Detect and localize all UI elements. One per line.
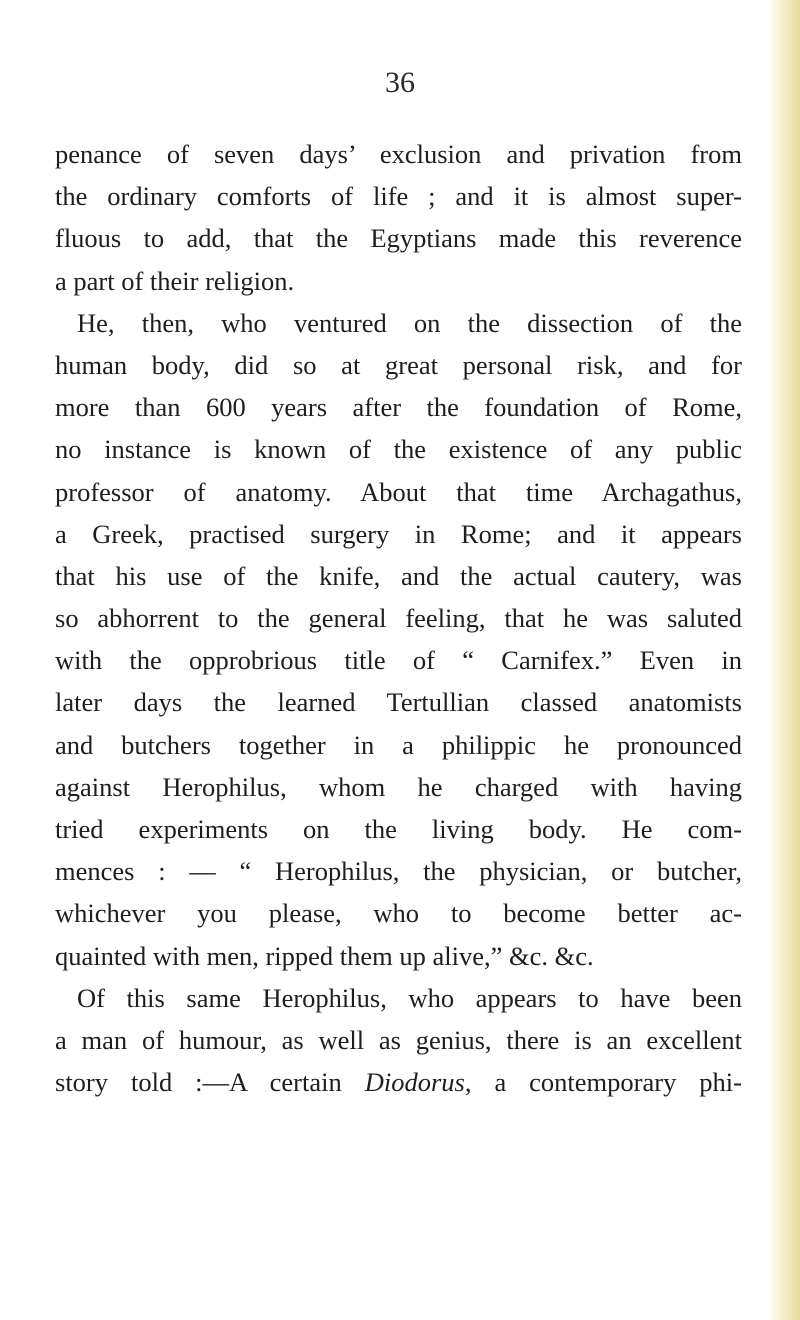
- text-line: tried experiments on the living body. He com-: [55, 814, 742, 844]
- text-line: more than 600 years after the foundation of Rome,: [55, 392, 742, 423]
- text-line: quainted with men, ripped them up alive,” &c. &c.: [55, 940, 594, 971]
- text-line: whichever you please, who to become better ac-: [55, 898, 742, 929]
- text-line: and butchers together in a philippic he pronounced: [55, 729, 742, 760]
- page-number: 36: [385, 66, 415, 99]
- text-line: later days the learned Tertullian classed anatomists: [55, 687, 742, 718]
- text-line: professor of anatomy. About that time Archagathus,: [55, 476, 742, 507]
- paragraph-start-line: Of this same Herophilus, who appears to have been: [77, 982, 742, 1013]
- text-line-with-italic: story told :—A certain Diodorus, a contemporary phi-: [55, 1067, 742, 1098]
- text-line: the ordinary comforts of life ; and it is almost super-: [55, 181, 742, 212]
- text-line: so abhorrent to the general feeling, that he was saluted: [55, 603, 742, 634]
- text-line: a man of humour, as well as genius, there is an excellent: [55, 1024, 742, 1055]
- text-line: human body, did so at great personal risk, and for: [55, 349, 742, 380]
- body-text: [55, 133, 742, 1103]
- paragraph-start-line: He, then, who ventured on the dissection of the: [77, 307, 742, 338]
- text-line: that his use of the knife, and the actual cautery, was: [55, 560, 742, 591]
- text-line: a part of their religion.: [55, 265, 295, 296]
- text-line: with the opprobrious title of “ Carnifex.” Even in: [55, 645, 742, 676]
- text-line: penance of seven days’ exclusion and privation from: [55, 139, 742, 169]
- italic-name: Diodorus: [364, 1067, 465, 1098]
- text-line: against Herophilus, whom he charged with having: [55, 771, 742, 802]
- text-line: no instance is known of the existence of any public: [55, 434, 742, 465]
- text-line: fluous to add, that the Egyptians made this reverence: [55, 223, 742, 254]
- text-line: mences : — “ Herophilus, the physician, or butcher,: [55, 856, 742, 887]
- text-line: a Greek, practised surgery in Rome; and it appears: [55, 518, 742, 549]
